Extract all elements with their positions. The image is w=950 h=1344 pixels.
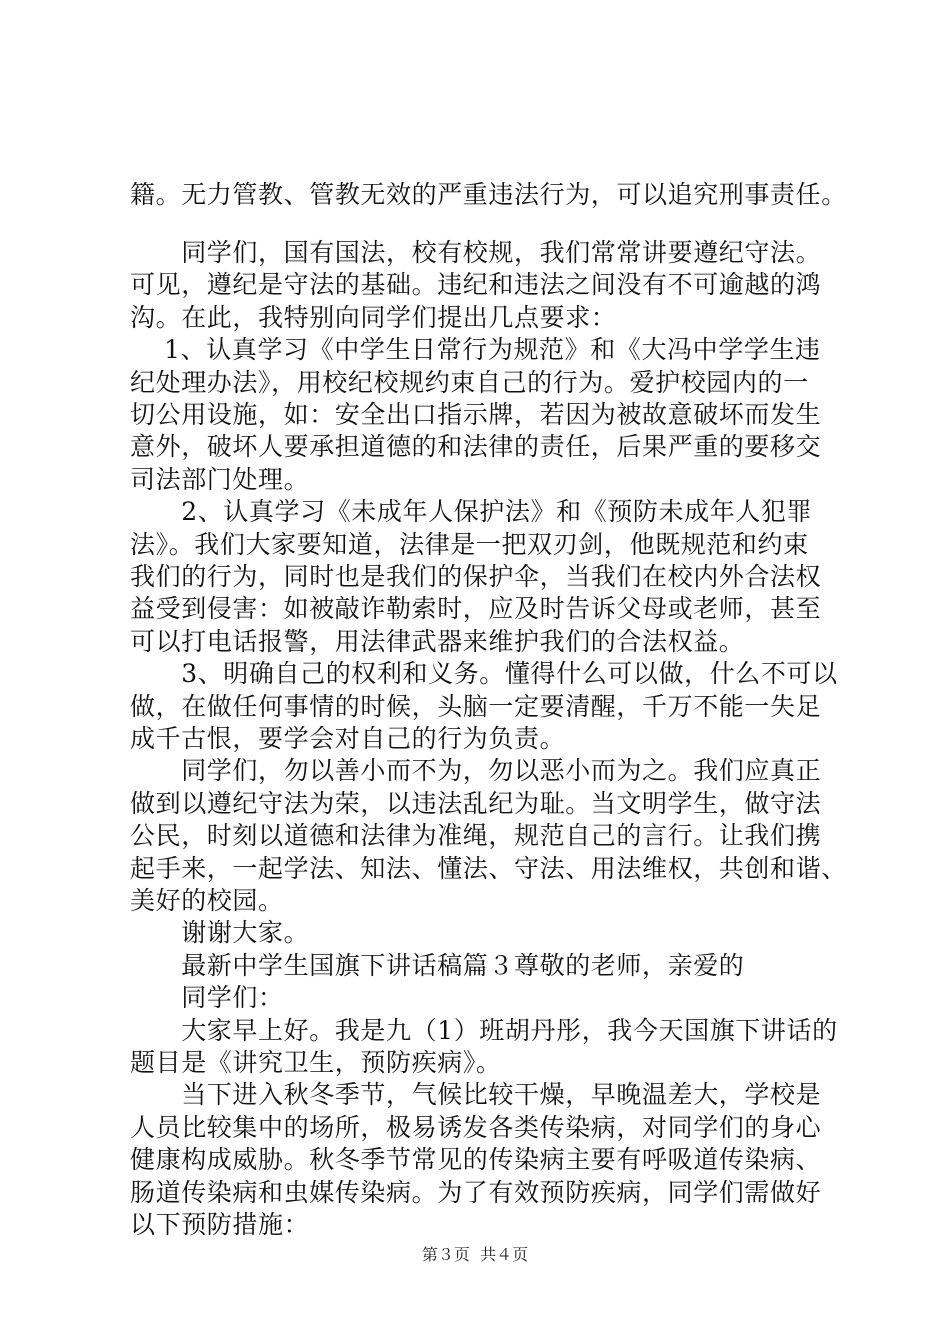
text-line: 纪处理办法》，用校纪校规约束自己的行为。爱护校园内的一 [130,368,809,397]
text-line: 大家早上好。我是九（1）班胡丹彤，我今天国旗下讲话的 [130,1016,838,1045]
text-line: 我们的行为，同时也是我们的保护伞，当我们在校内外合法权 [130,562,822,591]
text-line: 同学们，国有国法，校有校规，我们常常讲要遵纪守法。 [130,238,822,267]
text-line: 沟。在此，我特别向同学们提出几点要求： [130,303,617,332]
text-line: 做，在做任何事情的时候，头脑一定要清醒，千万不能一失足 [130,692,822,721]
text-line: 题目是《讲究卫生，预防疾病》。 [130,1048,502,1077]
text-line: 最新中学生国旗下讲话稿篇３尊敬的老师，亲爱的 [130,951,745,980]
text-line: 肠道传染病和虫媒传染病。为了有效预防疾病，同学们需做好 [130,1178,822,1207]
text-line: 成千古恨，要学会对自己的行为负责。 [130,724,566,753]
text-line: 3、明确自己的权利和义务。懂得什么可以做，什么不可以 [130,659,838,688]
text-line: 益受到侵害：如被敲诈勒索时，应及时告诉父母或老师，甚至 [130,594,822,623]
text-line: 人员比较集中的场所，极易诱发各类传染病，对同学们的身心 [130,1113,822,1142]
text-line: 以下预防措施： [130,1210,310,1239]
text-line: 籍。无力管教、管教无效的严重违法行为，可以追究刑事责任。 [130,180,847,209]
text-line: 法》。我们大家要知道，法律是一把双刃剑，他既规范和约束 [130,530,809,559]
page-number-footer: 第３页 共４页 [421,1245,529,1264]
text-line: 做到以遵纪守法为荣，以违法乱纪为耻。当文明学生，做守法 [130,789,822,818]
text-line: 意外，破坏人要承担道德的和法律的责任，后果严重的要移交 [130,432,822,461]
text-line: 同学们： [130,983,284,1012]
text-line: 公民，时刻以道德和法律为准绳，规范自己的言行。让我们携 [130,821,822,850]
text-line: 健康构成威胁。秋冬季节常见的传染病主要有呼吸道传染病、 [130,1145,822,1174]
text-line: 切公用设施，如：安全出口指示牌，若因为被故意破坏而发生 [130,400,822,429]
text-line: 可见，遵纪是守法的基础。违纪和违法之间没有不可逾越的鸿 [130,270,822,299]
text-line: 1、认真学习《中学生日常行为规范》和《大冯中学学生违 [130,335,821,364]
text-line: 起手来，一起学法、知法、懂法、守法、用法维权，共创和谐、 [130,854,847,883]
text-line: 司法部门处理。 [130,465,310,494]
text-line: 美好的校园。 [130,886,284,915]
text-line: 可以打电话报警，用法律武器来维护我们的合法权益。 [130,627,745,656]
text-line: 同学们，勿以善小而不为，勿以恶小而为之。我们应真正 [130,756,822,785]
text-line: 2、认真学习《未成年人保护法》和《预防未成年人犯罪 [130,497,813,526]
text-line: 谢谢大家。 [130,918,310,947]
text-line: 当下进入秋冬季节，气候比较干燥，早晚温差大，学校是 [130,1080,822,1109]
